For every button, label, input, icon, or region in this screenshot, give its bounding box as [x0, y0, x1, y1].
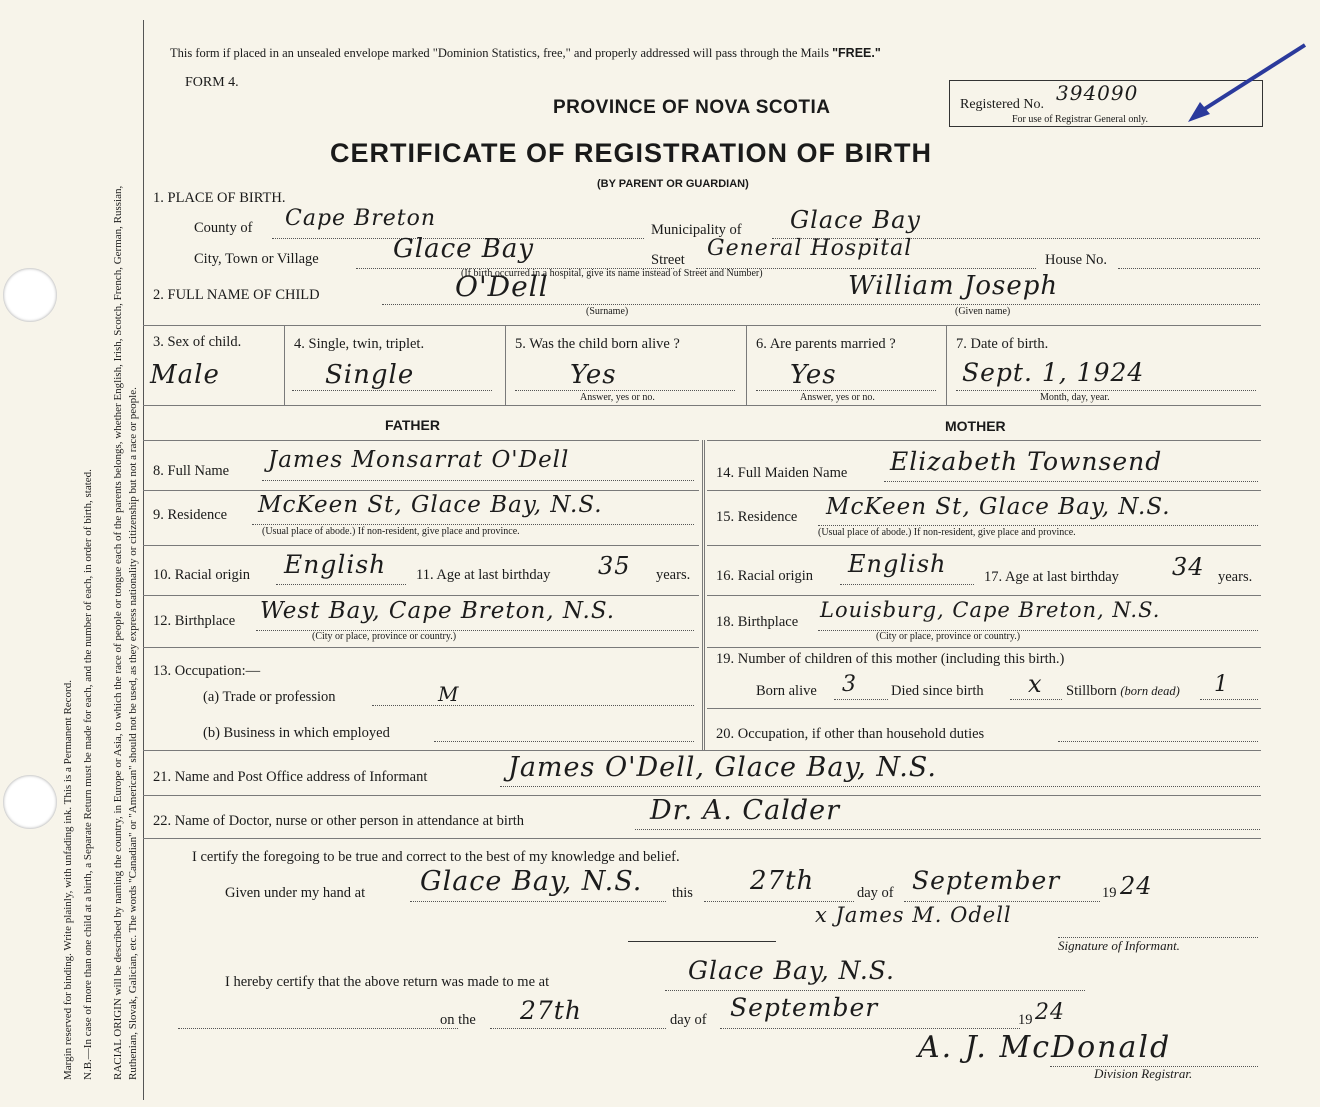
- registrar-statement: I hereby certify that the above return was made to me at: [225, 974, 550, 990]
- postal-note: [170, 46, 881, 61]
- municipality-label: Municipality of: [651, 222, 742, 238]
- row-rule-m3: [707, 545, 1261, 546]
- father-occupation-label: 13. Occupation:—: [153, 663, 261, 679]
- day-value: 27th: [750, 866, 815, 896]
- row-rule-f5: [143, 647, 699, 648]
- registered-number: 394090: [1056, 81, 1139, 105]
- mother-racial-line: [840, 584, 974, 585]
- father-age-label: 11. Age at last birthday: [416, 567, 551, 583]
- margin-rule: [143, 20, 144, 1100]
- married-caption: Answer, yes or no.: [800, 392, 875, 403]
- day-line: [704, 901, 854, 902]
- mother-birthplace-value: Louisburg, Cape Breton, N.S.: [820, 598, 1161, 622]
- month-value: September: [912, 866, 1061, 895]
- row-rule-m1: [707, 440, 1261, 441]
- sex-value: Male: [150, 360, 220, 390]
- dob-value: Sept. 1, 1924: [962, 358, 1145, 387]
- father-residence-line: [252, 524, 694, 525]
- row-rule-certify: [143, 838, 1261, 839]
- mother-name-label: 14. Full Maiden Name: [716, 465, 848, 481]
- row-rule-f2: [143, 490, 699, 491]
- col-rule-1: [284, 325, 285, 405]
- registrar-day-value: 27th: [520, 996, 582, 1025]
- page-subtitle: (BY PARENT OR GUARDIAN): [597, 178, 749, 190]
- mother-heading: MOTHER: [945, 418, 1006, 434]
- mother-age-value: 34: [1172, 553, 1205, 581]
- side-note-racial-origin-cont: Ruthenian, Slovak, Galician, etc. The words "Canadian" or "American" should not be used, as they express nationality or citizenship but not a race or people.: [127, 387, 139, 1080]
- col-rule-3: [746, 325, 747, 405]
- day-of-label: day of: [857, 885, 894, 901]
- stillborn-paren: (born dead): [1120, 684, 1180, 698]
- street-label: Street: [651, 252, 685, 268]
- doctor-value: Dr. A. Calder: [650, 795, 840, 826]
- stillborn-line: [1200, 699, 1258, 700]
- sex-label: 3. Sex of child.: [153, 334, 242, 350]
- certify-statement: I certify the foregoing to be true and correct to the best of my knowledge and belief.: [192, 849, 680, 865]
- side-note-multiple-births: N.B.—In case of more than one child at a birth, a Separate Return must be made for each, and the number of each, in order of birth, stated.: [82, 469, 94, 1080]
- married-line: [756, 390, 936, 391]
- father-name-value: James Monsarrat O'Dell: [268, 447, 570, 473]
- row-rule-informant: [143, 750, 1261, 751]
- short-rule: [628, 941, 776, 942]
- father-trade-value: M: [438, 682, 460, 706]
- plurality-label: 4. Single, twin, triplet.: [294, 336, 425, 352]
- alive-value: Yes: [570, 360, 617, 390]
- county-value: Cape Breton: [285, 206, 437, 231]
- mother-children-label: 19. Number of children of this mother (including this birth.): [716, 651, 1065, 667]
- child-surname-value: O'Dell: [455, 270, 549, 303]
- form-number: FORM 4.: [185, 75, 239, 90]
- informant-value: James O'Dell, Glace Bay, N.S.: [508, 752, 937, 783]
- registrar-day-of-label: day of: [670, 1012, 707, 1028]
- row-rule-m5: [707, 647, 1261, 648]
- city-value: Glace Bay: [393, 234, 535, 264]
- row-rule-m4: [707, 595, 1261, 596]
- father-business-line: [434, 741, 694, 742]
- mother-residence-line: [818, 525, 1258, 526]
- row-rule-m2: [707, 490, 1261, 491]
- parents-divider: [702, 440, 705, 750]
- mother-name-value: Elizabeth Townsend: [890, 447, 1163, 476]
- married-value: Yes: [790, 360, 837, 390]
- father-name-line: [262, 480, 694, 481]
- place-heading: 1. PLACE OF BIRTH.: [153, 190, 286, 206]
- father-racial-value: English: [284, 550, 387, 579]
- father-birthplace-label: 12. Birthplace: [153, 613, 236, 629]
- father-years: years.: [656, 567, 691, 583]
- postal-note-text: This form if placed in an unsealed envelope marked "Dominion Statistics, free," and properly addressed will pass through the Mails: [170, 46, 829, 60]
- stillborn-label: [1066, 683, 1180, 700]
- plurality-line: [292, 390, 492, 391]
- this-label: this: [672, 885, 693, 901]
- county-label: County of: [194, 220, 253, 236]
- registrar-signature: A. J. McDonald: [918, 1030, 1172, 1065]
- page-title: CERTIFICATE OF REGISTRATION OF BIRTH: [330, 138, 932, 168]
- child-given-value: William Joseph: [848, 271, 1059, 301]
- father-residence-value: McKeen St, Glace Bay, N.S.: [258, 492, 603, 518]
- plurality-value: Single: [325, 360, 415, 390]
- mother-birthplace-label: 18. Birthplace: [716, 614, 799, 630]
- mother-residence-label: 15. Residence: [716, 509, 798, 525]
- row-rule-f1: [143, 440, 699, 441]
- father-residence-caption: (Usual place of abode.) If non-resident, give place and province.: [262, 526, 520, 537]
- born-alive-label: Born alive: [756, 683, 817, 699]
- given-label: Given under my hand at: [225, 885, 366, 901]
- alive-caption: Answer, yes or no.: [580, 392, 655, 403]
- row-rule-f3: [143, 545, 699, 546]
- doctor-label: 22. Name of Doctor, nurse or other person in attendance at birth: [153, 813, 525, 829]
- registrar-year-prefix: 19: [1018, 1012, 1033, 1028]
- registrar-left-line: [178, 1028, 458, 1029]
- mother-age-label: 17. Age at last birthday: [984, 569, 1119, 585]
- mother-residence-value: McKeen St, Glace Bay, N.S.: [826, 494, 1171, 520]
- doctor-line: [635, 829, 1260, 830]
- municipality-value: Glace Bay: [790, 206, 921, 234]
- child-name-label: 2. FULL NAME OF CHILD: [153, 287, 320, 303]
- house-line: [1118, 268, 1260, 269]
- father-trade-line: [372, 705, 694, 706]
- house-label: House No.: [1045, 252, 1108, 268]
- informant-line: [500, 786, 1260, 787]
- registrar-place-line: [665, 990, 1085, 991]
- died-value: x: [1028, 670, 1043, 698]
- died-line: [1010, 699, 1062, 700]
- side-note-racial-origin: RACIAL ORIGIN will be described by naming the country, in Europe or Asia, to which the race of people or tongue each of the parents belongs, whether English, Irish, Scotch, French, German, Russian,: [112, 185, 124, 1080]
- father-business-label: (b) Business in which employed: [203, 725, 390, 741]
- postal-free: "FREE.": [832, 46, 881, 60]
- signature-caption: Signature of Informant.: [1058, 938, 1180, 953]
- father-residence-label: 9. Residence: [153, 507, 228, 523]
- informant-label: 21. Name and Post Office address of Informant: [153, 769, 428, 785]
- given-place-value: Glace Bay, N.S.: [420, 866, 643, 897]
- row-rule-top: [143, 325, 1261, 326]
- father-name-label: 8. Full Name: [153, 463, 230, 479]
- given-place-line: [410, 901, 666, 902]
- row-rule-m6: [707, 708, 1261, 709]
- stillborn-value: 1: [1214, 672, 1229, 697]
- province-title: PROVINCE OF NOVA SCOTIA: [553, 97, 831, 118]
- born-alive-line: [834, 699, 888, 700]
- registrar-caption: Division Registrar.: [1094, 1066, 1193, 1081]
- registered-label: Registered No.: [960, 97, 1044, 112]
- registrar-day-line: [490, 1028, 666, 1029]
- row-rule-f4: [143, 595, 699, 596]
- registrar-month-value: September: [730, 993, 879, 1022]
- on-the-label: on the: [440, 1012, 476, 1028]
- informant-signature: x James M. Odell: [815, 903, 1012, 927]
- dob-label: 7. Date of birth.: [956, 336, 1049, 352]
- col-rule-4: [946, 325, 947, 405]
- side-note-binding: Margin reserved for binding. Write plainly, with unfading ink. This is a Permanent Record.: [62, 680, 74, 1080]
- row-rule-parents: [143, 405, 1261, 406]
- father-racial-line: [276, 584, 406, 585]
- binding-hole-top: [3, 268, 57, 322]
- father-age-value: 35: [598, 552, 631, 580]
- born-alive-value: 3: [842, 672, 857, 697]
- given-caption: (Given name): [955, 306, 1011, 317]
- mother-name-line: [884, 481, 1258, 482]
- mother-birthplace-caption: (City or place, province or country.): [876, 631, 1021, 642]
- registrar-note: For use of Registrar General only.: [1012, 114, 1148, 125]
- father-birthplace-caption: (City or place, province or country.): [312, 631, 457, 642]
- married-label: 6. Are parents married ?: [756, 336, 896, 352]
- registrar-year-value: 24: [1035, 1000, 1065, 1025]
- month-line: [904, 901, 1100, 902]
- father-racial-label: 10. Racial origin: [153, 567, 251, 583]
- father-birthplace-value: West Bay, Cape Breton, N.S.: [260, 598, 616, 624]
- stillborn-label-text: Stillborn: [1066, 683, 1117, 699]
- dob-caption: Month, day, year.: [1040, 392, 1110, 403]
- col-rule-2: [505, 325, 506, 405]
- father-trade-label: (a) Trade or profession: [203, 689, 336, 705]
- mother-racial-label: 16. Racial origin: [716, 568, 814, 584]
- arrow-mark: [1180, 40, 1310, 130]
- died-label: Died since birth: [891, 683, 984, 699]
- city-label: City, Town or Village: [194, 251, 319, 267]
- alive-line: [515, 390, 735, 391]
- mother-occupation-label: 20. Occupation, if other than household duties: [716, 726, 985, 742]
- registrar-month-line: [720, 1028, 1020, 1029]
- mother-years: years.: [1218, 569, 1253, 585]
- dob-line: [956, 390, 1256, 391]
- binding-hole-bottom: [3, 775, 57, 829]
- hospital-note: (If birth occurred in a hospital, give its name instead of Street and Number): [461, 268, 763, 279]
- registrar-place-value: Glace Bay, N.S.: [688, 956, 895, 985]
- mother-residence-caption: (Usual place of abode.) If non-resident, give place and province.: [818, 527, 1076, 538]
- surname-caption: (Surname): [586, 306, 629, 317]
- alive-label: 5. Was the child born alive ?: [515, 336, 680, 352]
- father-heading: FATHER: [385, 417, 440, 433]
- street-value: General Hospital: [707, 236, 913, 261]
- mother-occupation-line: [1058, 741, 1258, 742]
- year-value: 24: [1120, 872, 1153, 900]
- year-prefix: 19: [1102, 885, 1117, 901]
- mother-racial-value: English: [848, 550, 947, 578]
- child-name-line: [382, 304, 1260, 305]
